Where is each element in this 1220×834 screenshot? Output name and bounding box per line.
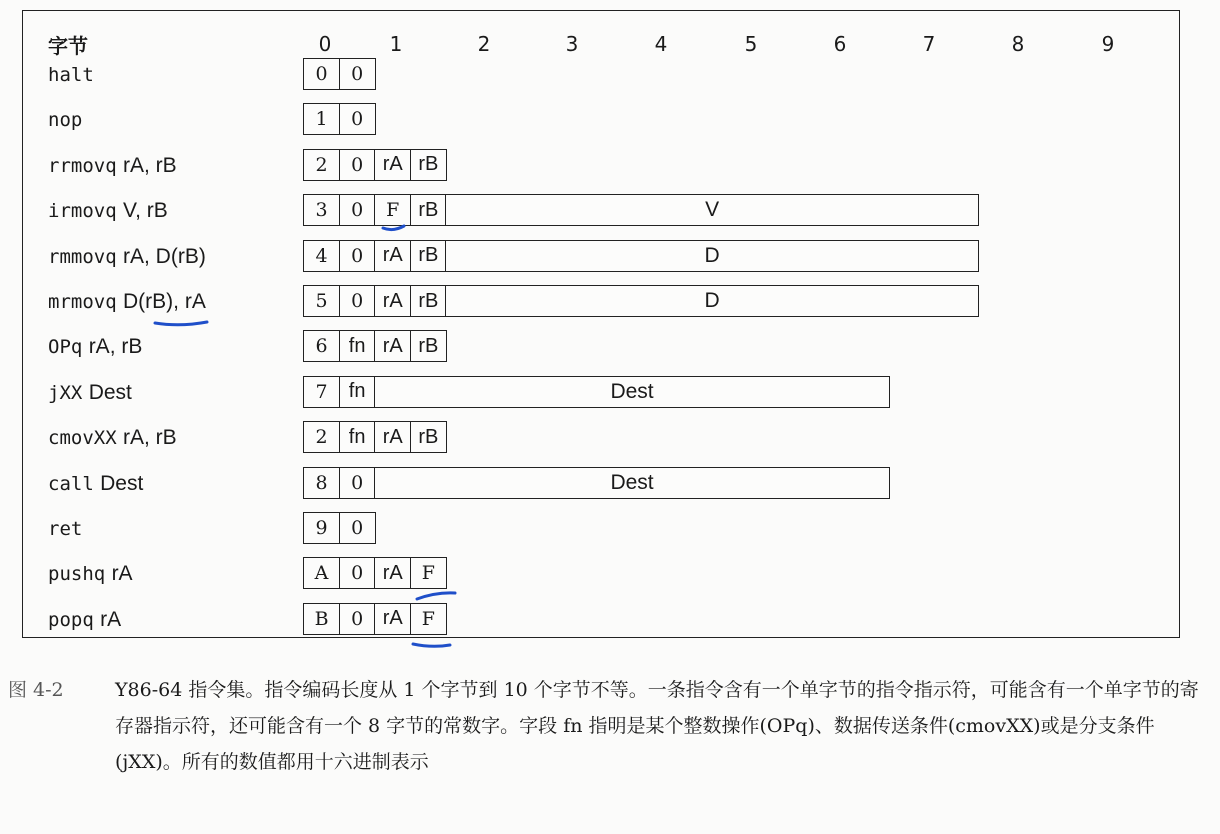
nibble-cell: 0	[339, 149, 376, 181]
mnemonic: OPq	[48, 336, 83, 359]
figure-caption-text: Y86-64 指令集。指令编码长度从 1 个字节到 10 个字节不等。一条指令含有一个单字节的指令指示符，可能含有一个单字节的寄存器指示符，还可能含有一个 8 字节的常数字。字段 fn 指明是某个整数操作(OPq)、数据传送条件(cmovXX)或是分支条件(jXX)。所有的数值都用十六进制表示	[115, 679, 1199, 773]
underline-irmovq-f	[383, 226, 404, 230]
byte-number-3: 3	[565, 32, 579, 56]
byte-number-7: 7	[922, 32, 936, 56]
mnemonic: nop	[48, 109, 83, 132]
operands: rA	[111, 562, 133, 586]
nibble-cell: rA	[374, 557, 411, 589]
mnemonic: call	[48, 472, 94, 495]
mnemonic: jXX	[48, 381, 83, 404]
nibble-cell: B	[303, 603, 340, 635]
nibble-cell: rA	[374, 285, 411, 317]
nibble-cell: 4	[303, 240, 340, 272]
nibble-cell: 7	[303, 376, 340, 408]
nibble-cell: F	[410, 603, 447, 635]
nibble-cell: 0	[339, 557, 376, 589]
nibble-cell: rB	[410, 149, 447, 181]
mnemonic: halt	[48, 64, 94, 86]
byte-number-8: 8	[1011, 32, 1025, 56]
nibble-cell: 0	[339, 103, 376, 135]
constant-field: D	[445, 285, 978, 317]
mnemonic: mrmovq	[48, 291, 117, 313]
nibble-cell: 0	[339, 240, 376, 272]
operands: rA, rB	[88, 335, 143, 359]
nibble-cell: rA	[374, 421, 411, 453]
nibble-cell: 0	[339, 285, 376, 317]
nibble-cell: 0	[303, 58, 340, 90]
operands: V, rB	[123, 199, 168, 223]
constant-field: Dest	[374, 376, 890, 408]
byte-number-6: 6	[833, 32, 847, 56]
nibble-cell: rB	[410, 330, 447, 362]
byte-number-1: 1	[389, 32, 403, 56]
nibble-cell: A	[303, 557, 340, 589]
nibble-cell: rB	[410, 421, 447, 453]
constant-field: Dest	[374, 467, 890, 499]
nibble-cell: 8	[303, 467, 340, 499]
byte-header-label: 字节	[48, 34, 88, 58]
nibble-cell: rB	[410, 285, 447, 317]
nibble-cell: rA	[374, 149, 411, 181]
nibble-cell: rA	[374, 603, 411, 635]
operands: Dest	[88, 380, 132, 404]
operands: Dest	[100, 471, 144, 495]
nibble-cell: 0	[339, 58, 376, 90]
nibble-cell: 0	[339, 467, 376, 499]
nibble-cell: 5	[303, 285, 340, 317]
nibble-cell: 6	[303, 330, 340, 362]
operands: rA, D(rB)	[123, 244, 206, 268]
figure-id: 图 4-2	[8, 679, 64, 701]
byte-number-2: 2	[477, 32, 491, 56]
underline-popq-f	[413, 644, 450, 646]
nibble-cell: 1	[303, 103, 340, 135]
nibble-cell: 2	[303, 421, 340, 453]
nibble-cell: rA	[374, 240, 411, 272]
operands: D(rB), rA	[123, 290, 206, 313]
mnemonic: pushq	[48, 563, 106, 586]
mnemonic: ret	[48, 518, 83, 540]
nibble-cell: 9	[303, 512, 340, 544]
constant-field: D	[445, 240, 978, 272]
byte-number-9: 9	[1101, 32, 1115, 56]
nibble-cell: rA	[374, 330, 411, 362]
nibble-cell: 2	[303, 149, 340, 181]
nibble-cell: fn	[339, 421, 376, 453]
mnemonic: popq	[48, 608, 94, 631]
nibble-cell: F	[374, 194, 411, 226]
byte-number-0: 0	[318, 32, 332, 56]
byte-number-4: 4	[654, 32, 668, 56]
nibble-cell: rB	[410, 194, 447, 226]
underline-mrmovq-drb	[155, 322, 207, 325]
mnemonic: cmovXX	[48, 427, 117, 450]
nibble-cell: F	[410, 557, 447, 589]
mnemonic: rrmovq	[48, 154, 117, 177]
operands: rA	[100, 607, 122, 631]
operands: rA, rB	[123, 426, 177, 450]
mnemonic: irmovq	[48, 200, 117, 223]
operands: rA, rB	[123, 153, 177, 177]
mnemonic: rmmovq	[48, 245, 117, 268]
nibble-cell: 0	[339, 512, 376, 544]
nibble-cell: fn	[339, 376, 376, 408]
nibble-cell: 0	[339, 194, 376, 226]
nibble-cell: rB	[410, 240, 447, 272]
nibble-cell: 3	[303, 194, 340, 226]
constant-field: V	[445, 194, 978, 226]
nibble-cell: fn	[339, 330, 376, 362]
nibble-cell: 0	[339, 603, 376, 635]
byte-number-5: 5	[744, 32, 758, 56]
underline-pushq-f	[417, 593, 455, 599]
